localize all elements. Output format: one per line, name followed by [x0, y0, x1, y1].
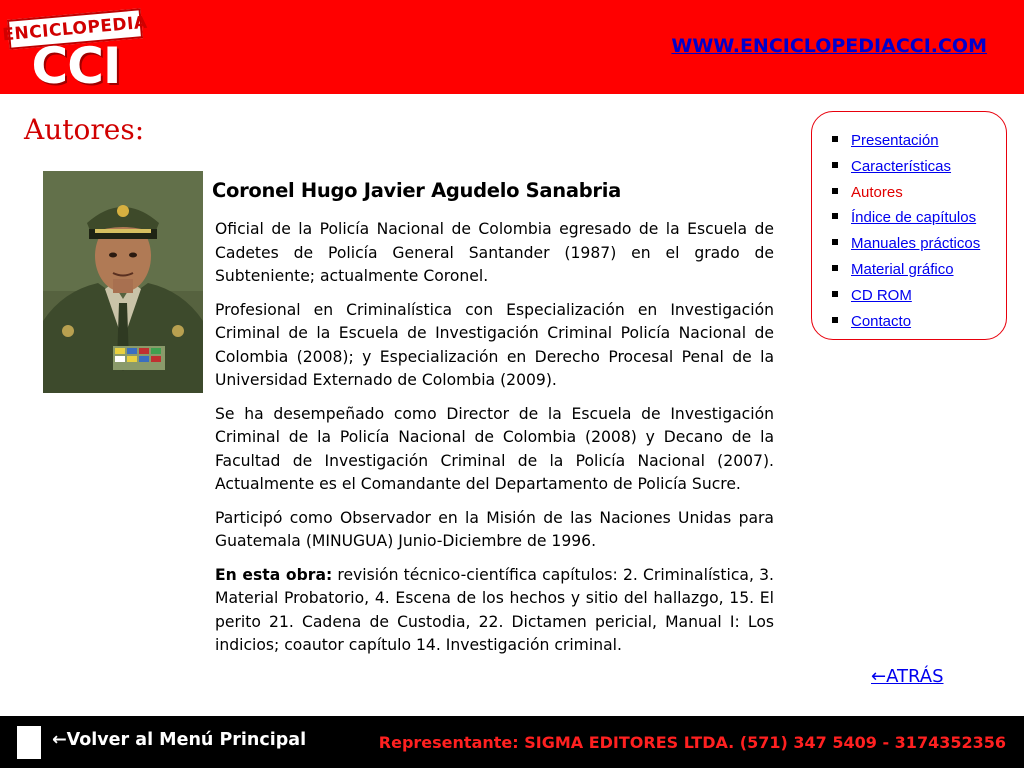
header-bar [0, 0, 1024, 94]
square-bullet-icon [832, 136, 838, 142]
work-label: En esta obra: [215, 565, 333, 584]
logo-main [8, 37, 144, 95]
work-text: revisión técnico-científica capítulos: 2. Criminalística, 3. Material Probatorio, 4. Escena de los hechos y sitio del hallazgo, 15. El perito 21. Cadena de Custodia, 22. Dictamen pericial, Manual I: Los indicios; coautor capítulo 14. Investigación criminal. [215, 565, 774, 654]
menu-link-caracteristicas[interactable]: Características [851, 157, 952, 175]
author-name: Coronel Hugo Javier Agudelo Sanabria [212, 179, 621, 202]
menu-current-autores: Autores [851, 183, 903, 201]
square-bullet-icon [832, 291, 838, 297]
menu-item-indice [832, 205, 1006, 231]
logo-main-text: CCI [31, 37, 121, 95]
footer-bar [0, 716, 1024, 768]
bio-paragraph: Oficial de la Policía Nacional de Colombia egresado de la Escuela de Cadetes de Policía General Santander (1987) en el grado de Subteniente; actualmente Coronel. [215, 220, 774, 285]
menu-item-autores [832, 180, 1006, 206]
menu-item-material [832, 257, 1006, 283]
side-menu [811, 111, 1007, 340]
menu-item-contacto [832, 309, 1006, 335]
representative-info: Representante: SIGMA EDITORES LTDA. (571) 347 5409 - 3174352356 [378, 733, 1006, 752]
menu-link-material[interactable]: Material gráfico [851, 260, 954, 278]
square-bullet-icon [832, 239, 838, 245]
menu-item-caracteristicas [832, 154, 1006, 180]
square-bullet-icon [832, 265, 838, 271]
main-menu-return-link[interactable]: ←Volver al Menú Principal [52, 730, 307, 750]
author-bio [215, 218, 774, 668]
bio-paragraph: Participó como Observador en la Misión de las Naciones Unidas para Guatemala (MINUGUA) Junio-Diciembre de 1996. [215, 508, 774, 550]
square-bullet-icon [832, 317, 838, 323]
bio-paragraph: Profesional en Criminalística con Especialización en Investigación Criminal de la Escuela de Investigación Criminal Policía Nacional de Colombia (2008); y Especialización en Derecho Procesal Penal de la Universidad Externado de Colombia (2009). [215, 300, 774, 389]
footer-square-icon [17, 726, 41, 759]
site-url-link[interactable]: WWW.ENCICLOPEDIACCI.COM [671, 35, 987, 57]
menu-link-presentacion[interactable]: Presentación [851, 132, 939, 149]
logo-top-text: ENCICLOPEDIA [1, 12, 149, 46]
menu-item-cdrom [832, 283, 1006, 309]
menu-item-manuales [832, 231, 1006, 257]
bio-paragraph: Se ha desempeñado como Director de la Escuela de Investigación Criminal de la Policía Nacional de Colombia (2008) y Decano de la Facultad de Investigación Criminal de la Policía Nacional (2007). Actualmente es el Comandante del Departamento de Policía Sucre. [215, 404, 774, 493]
square-bullet-icon [832, 213, 838, 219]
menu-link-manuales[interactable]: Manuales prácticos [851, 235, 981, 253]
square-bullet-icon [832, 188, 838, 194]
square-bullet-icon [832, 162, 838, 168]
bio-work-paragraph [215, 564, 774, 658]
page-title: Autores: [24, 113, 145, 146]
menu-link-indice[interactable]: Índice de capítulos [851, 209, 977, 227]
author-photo [43, 171, 203, 393]
enciclopedia-cci-logo[interactable] [1, 6, 149, 95]
menu-link-contacto[interactable]: Contacto [851, 312, 912, 330]
officer-portrait-image [43, 171, 203, 393]
back-link[interactable]: ←ATRÁS [871, 666, 944, 687]
menu-item-presentacion [832, 128, 1006, 154]
menu-link-cdrom[interactable]: CD ROM [851, 286, 912, 304]
